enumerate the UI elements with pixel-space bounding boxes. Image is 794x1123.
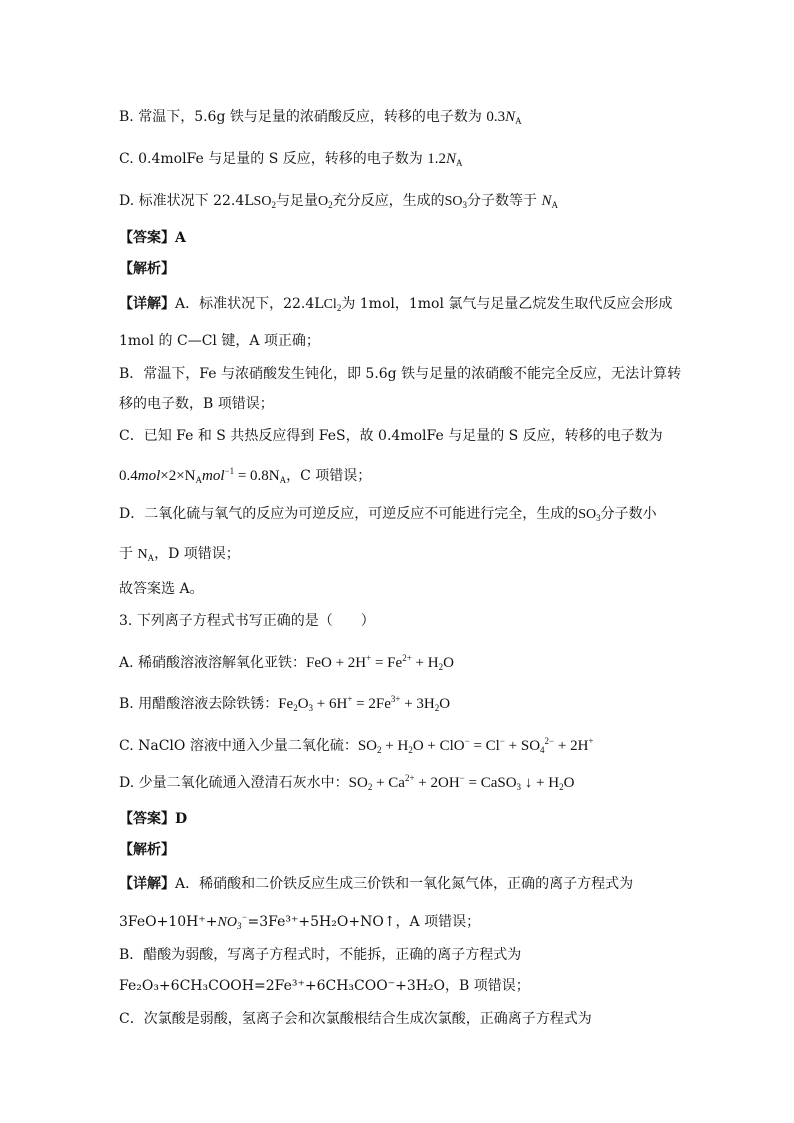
q2-option-d: D. 标准状况下 $22.4LSO_2$与足量$O_2$充分反应，生成的$SO_3$分子数等于 $N_A$	[119, 193, 558, 210]
q3-stem: 3. 下列离子方程式书写正确的是（ ）	[119, 613, 375, 629]
q3-explain-b-2: Fe₂O₃+6CH₃COOH=2Fe³⁺+6CH₃COO⁻+3H₂O，B 项错误；	[119, 978, 530, 994]
q2-option-c: C. 0.4molFe 与足量的 S 反应，转移的电子数为 $1.2N_A$	[119, 151, 463, 168]
q2-conclusion: 故答案选 A。	[119, 581, 204, 597]
q2-explain-c-1: C．已知 Fe 和 S 共热反应得到 FeS，故 0.4molFe 与足量的 S 反应，转移的电子数为	[119, 428, 663, 444]
q3-option-d: D. 少量二氧化硫通入澄清石灰水中：$SO_2 + Ca^{2+} + 2OH^-$ = CaSO$_3$ ↓ + $H_2O$	[119, 773, 575, 792]
q3-explain-c-1: C．次氯酸是弱酸，氢离子会和次氯酸根结合生成次氯酸，正确离子方程式为	[119, 1011, 592, 1027]
q3-explain-a-1: 【详解】A．稀硝酸和二价铁反应生成三价铁和一氧化氮气体，正确的离子方程式为	[119, 876, 634, 892]
q2-option-b: B. 常温下，5.6g 铁与足量的浓硝酸反应，转移的电子数为 $0.3N_A$	[119, 109, 522, 126]
q3-explain-a-2: $3FeO+10H^++NO_3^-=3Fe^{3+}+5H_2O+NO↑$，A 项错误；	[119, 912, 481, 931]
q2-analysis-label: 【解析】	[119, 261, 175, 277]
q3-option-a: A. 稀硝酸溶液溶解氧化亚铁：FeO + $2H^+ = Fe^{2+} + H_2O$	[119, 653, 454, 672]
q2-answer: 【答案】A	[119, 230, 186, 246]
q3-option-c: C. NaClO 溶液中通入少量二氧化硫：$SO_2 + H_2O + ClO^- = Cl^- + SO_4^{2-} + 2H^+$	[119, 736, 594, 755]
q3-explain-b-1: B．醋酸为弱酸，写离子方程式时，不能拆，正确的离子方程式为	[119, 947, 522, 963]
q2-explain-b-2: 移的电子数，B 项错误；	[119, 396, 274, 412]
q2-explain-a-1: 【详解】A．标准状况下，22.4LCl$_2$为 1mol，1mol 氯气与足量乙烷发生取代反应会形成	[119, 296, 673, 313]
q2-explain-a-2: 1mol 的 C—Cl 键，A 项正确；	[119, 333, 320, 349]
q3-analysis-label: 【解析】	[119, 842, 175, 858]
q2-explain-d-1: D．二氧化硫与氧气的反应为可逆反应，可逆反应不可能进行完全，生成的$SO_3$分子数小	[119, 506, 657, 523]
q3-option-b: B. 用醋酸溶液去除铁锈：$Fe_2O_3 + 6H^+ = 2Fe^{3+} + 3H_2O$	[119, 694, 451, 713]
q3-answer: 【答案】D	[119, 811, 188, 827]
q2-explain-c-2: $0.4mol\times 2\times N_Amol^{-1} = 0.8N_A$，C 项错误；	[119, 466, 372, 485]
formula-calc: $0.4mol\times 2\times N_Amol^{-1} = 0.8N_A$	[119, 466, 287, 485]
q2-explain-d-2: 于 $N_A$，D 项错误；	[119, 546, 240, 563]
q2-explain-b-1: B．常温下，Fe 与浓硝酸发生钝化，即 5.6g 铁与足量的浓硝酸不能完全反应，无法计算转	[119, 366, 682, 382]
